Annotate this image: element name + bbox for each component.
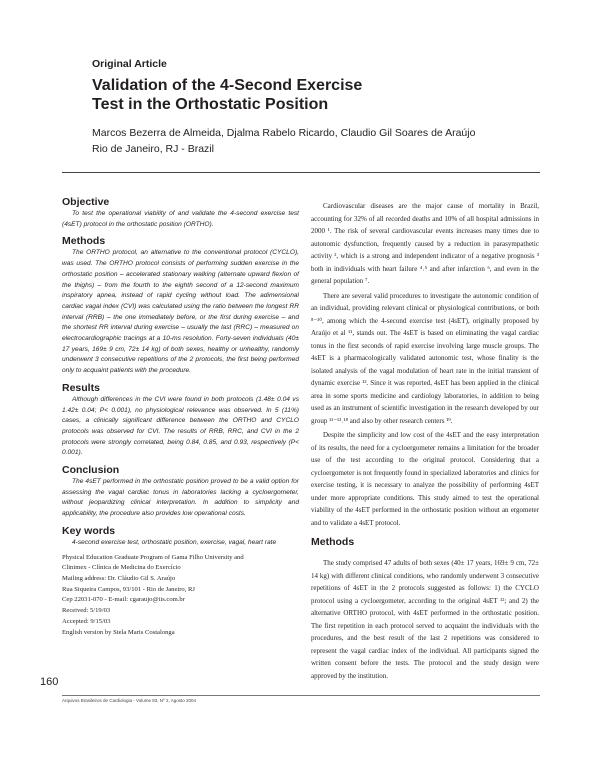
address-email: Cep 22031-070 - E-mail: cgaraujo@iis.com.br: [62, 596, 185, 604]
objective-text: To test the operational viability of and validate the 4-second exercise test (4sET) protocol in the orthostatic position (ORTHO).: [62, 210, 299, 228]
methods-paragraph: The study comprised 47 adults of both sexes (40± 17 years, 169± 9 cm, 72± 14 kg) with different clinical conditions, who randomly underwent 3 consecutive repetitions of 4sET in the 2 protocols suggested as follows: 1) the CYCLO protocol using a cycloergometer, according to the original 4sET ¹²; and 2) the alternative ORTHO protocol, with 4sET performed in the orthostatic position. The first repetition in each protocol served to acquaint the individuals with the procedures, and the best result of the last 2 repetitions was considered to represent the vagal cardiac index of the individual. All participants signed the written consent before the tests. The protocol and the study design were approved by the institution.: [311, 559, 539, 680]
body-column: [311, 200, 539, 684]
body-paragraph: Cardiovascular diseases are the major cause of mortality in Brazil, accounting for 32% of all recorded deaths and 10% of all hospital admissions in 2000 ¹. The risk of several cardiovascular events increases many times due to autonomic dysfunction, frequently caused by a reduction in parasympathetic activity ², which is a strong and independent indicator of a negative prognosis ³ both in individuals with heart failure ⁴˒⁵ and after infarction ⁶, and even in the general population ⁷.: [311, 202, 539, 285]
conclusion-heading: Conclusion: [62, 464, 120, 477]
conclusion-text: The 4sET performed in the orthostatic position proved to be a valid option for assessing the vagal cardiac tonus in laboratories lacking a cycloergometer, without jeopardizing clinical interpretation. In addition to simplicity and applicability, the procedure also provides low operational costs.: [62, 478, 299, 518]
methods-heading: Methods: [62, 235, 106, 248]
accepted-date: Accepted: 9/15/03: [62, 617, 111, 625]
methods-section-heading: Methods: [311, 536, 355, 548]
abstract-column: [62, 191, 299, 638]
header-divider: [62, 172, 540, 173]
location: Rio de Janeiro, RJ - Brazil: [92, 143, 214, 155]
title-line-2: Test in the Orthostatic Position: [92, 96, 329, 113]
body-paragraph: Despite the simplicity and low cost of the 4sET and the easy interpretation of its results, the need for a cycloergometer remains a limitation for the broader use of the test according to the original protocol. Considering that a cycloergometer is not frequently found in specialized laboratories and clinics for exercise testing, it is necessary to analyze the possibility of performing 4sET under more appropriate conditions. This study aimed to test the operational viability of the 4sET performed in the orthostatic position without an ergometer and to validate a 4sET protocol.: [311, 431, 539, 527]
keywords-heading: Key words: [62, 524, 116, 537]
keywords-text: 4-second exercise test, orthostatic position, exercise, vagal, heart rate: [72, 538, 277, 546]
section-label: Original Article: [92, 58, 167, 70]
mailing-address: Mailing address: Dr. Cláudio Gil S. Araújo: [62, 574, 176, 582]
objective-heading: Objective: [62, 196, 110, 208]
affiliation-line: Clinimex - Clínica de Medicina do Exercício: [62, 564, 181, 572]
page-number: 160: [40, 676, 59, 688]
journal-footer: Arquivos Brasileiros de Cardiologia - Volume 83, Nº 2, Agosto 2004: [62, 698, 196, 703]
author-block: [92, 125, 532, 157]
body-paragraph: There are several valid procedures to investigate the autonomic condition of an individual, providing relevant clinical or physiological contributions, or both ⁸⁻¹⁰, among which the 4-second exercise test (4sET), originally proposed by Araújo et al ¹¹, stands out. The 4sET is based on eliminating the vagal cardiac tonus in the first seconds of rapid exercise involving large muscle groups. The 4sET is a pharmacologically validated autonomic test, whose finality is the isolated analysis of the vagal modulation of heart rate in the initial transient of dynamic exercise ¹². Since it was reported, 4sET has been applied in the clinical area in some sports medicine and cardiology laboratories, in addition to being used as an instrument of scientific investigation in the research developed by our group ¹¹⁻¹³˒¹⁸ and also by other research centers ¹⁹.: [311, 291, 539, 425]
methods-text: The ORTHO protocol, an alternative to the conventional protocol (CYCLO), was used. The ORTHO protocol consists of performing sudden exercise in the orthostatic position – accelerated stationary walking (alternate upward flexion of the thighs) – from the fourth to the eighth second of a 12-second maximum inspiratory apnea, instead of rapid cycling without load. The adimensional cardiac vagal index (CVI) was calculated using the ratio between the longest RR interval (RRB) – the one immediately before, or the first during exercise – and the shortest RR interval during exercise – usually the last (RRC) – measured on electrocardiographic tracings at a 10-ms resolution. Forty-seven individuals (40± 17 years, 169± 9 cm, 72± 14 kg) of both sexes, healthy or unhealthy, randomly underwent 3 consecutive repetitions of the 2 protocols, the first being performed only to acquaint patients with the procedure.: [62, 249, 299, 375]
translation-credit: English version by Stela Maris Costalonga: [62, 628, 175, 636]
affiliation-line: Physical Education Graduate Program of Gama Filho University and: [62, 553, 244, 561]
results-heading: Results: [62, 381, 100, 394]
address-street: Rua Siqueira Campos, 93/101 - Rio de Janeiro, RJ: [62, 585, 195, 593]
footer-divider: [62, 695, 540, 696]
title-line-1: Validation of the 4-Second Exercise: [92, 77, 363, 94]
received-date: Received: 5/19/03: [62, 607, 111, 615]
results-text: Although differences in the CVI were found in both protocols (1.48± 0.04 vs 1.42± 0.04; P< 0.001), no physiological relevance was observed. In 5 (11%) cases, a clinically significant difference between the ORTHO and CYCLO protocols was observed for CVI. The results of RRB, RRC, and CVI in the 2 protocols were strongly correlated, being 0.84, 0.85, and 0.93, respectively (P< 0.001).: [62, 395, 299, 457]
authors: Marcos Bezerra de Almeida, Djalma Rabelo Ricardo, Claudio Gil Soares de Araújo: [92, 127, 476, 139]
affiliation-block: [62, 553, 299, 639]
article-title: [92, 76, 532, 114]
